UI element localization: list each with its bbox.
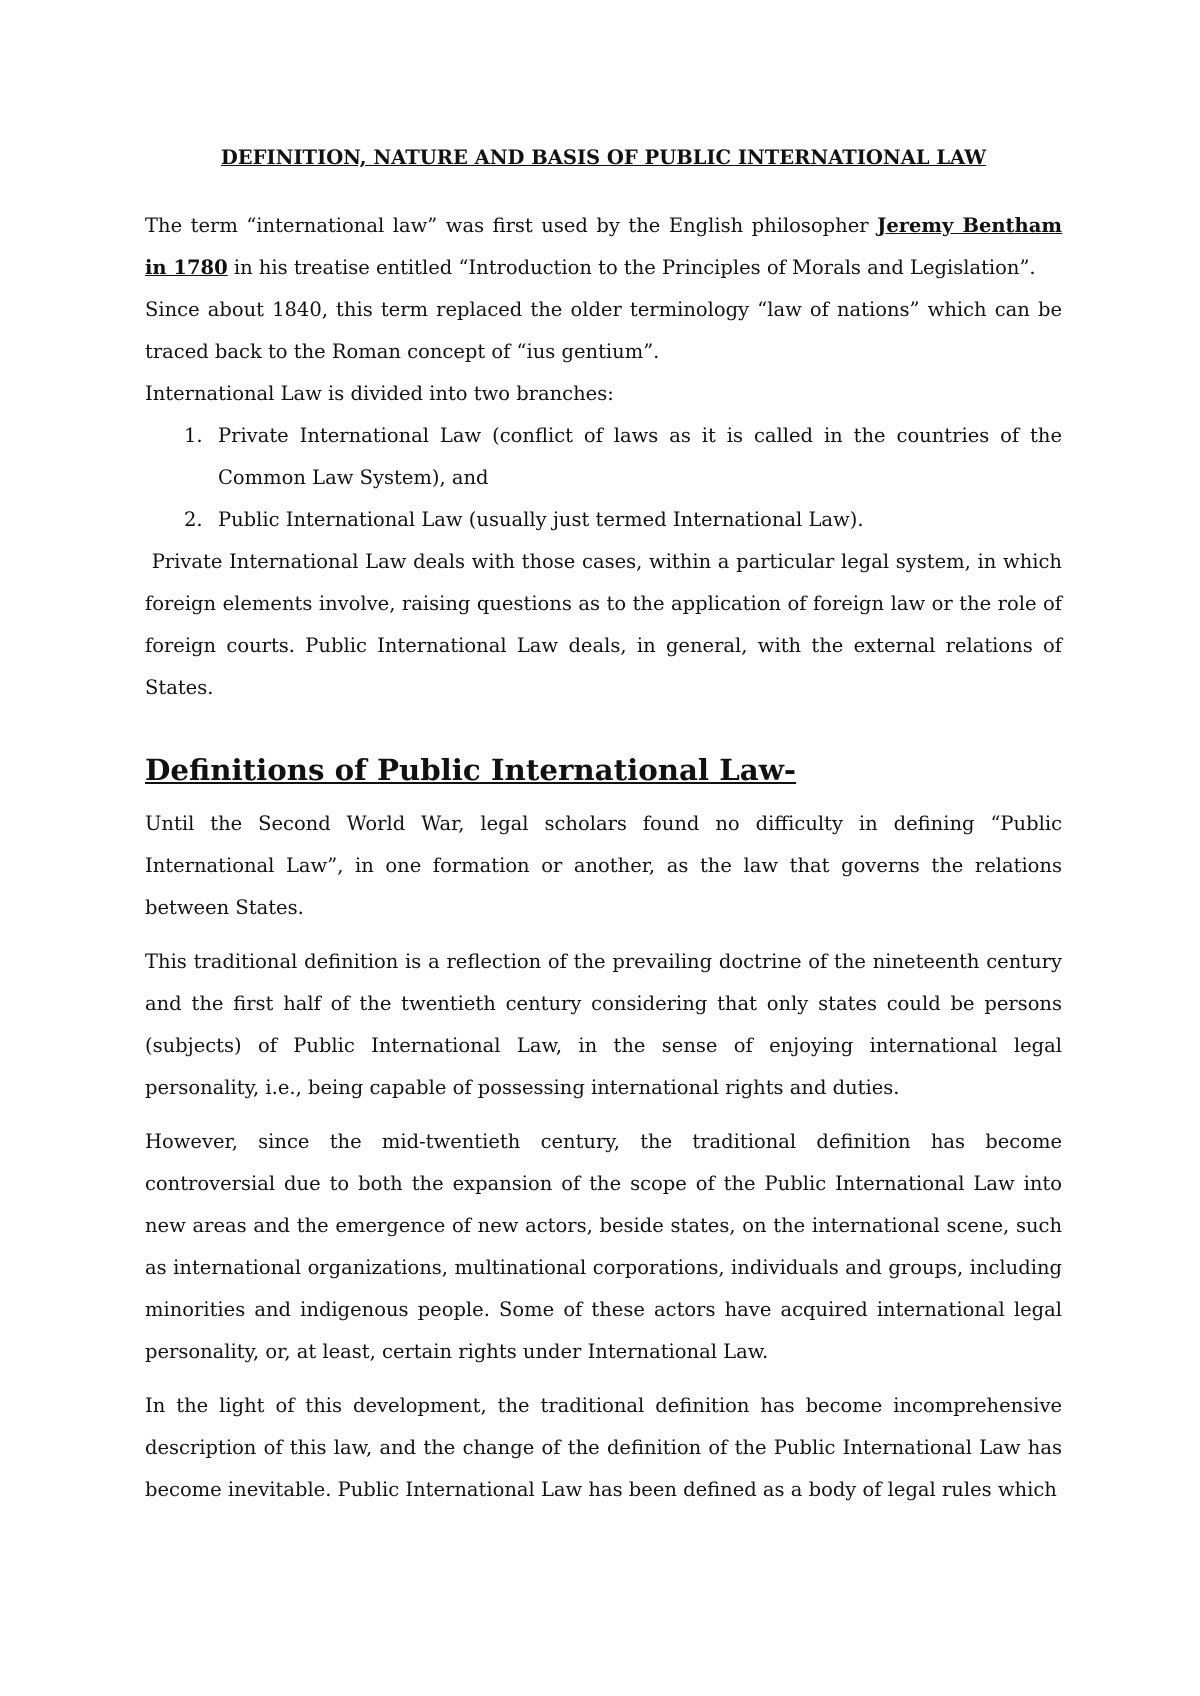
list-item-number: 2. xyxy=(184,508,203,531)
list-item xyxy=(184,499,1062,541)
intro-paragraph-2: Since about 1840, this term replaced the older terminology “law of nations” which can be traced back to the Roman concept of “ius gentium”. xyxy=(145,298,1062,363)
document-body xyxy=(145,137,1069,1511)
intro-paragraph-4: Private International Law deals with those cases, within a particular legal system, in which foreign elements involve, raising questions as to the application of foreign law or the role of foreign courts. Public International Law deals, in general, with the external relations of States. xyxy=(145,550,1069,699)
section-paragraph-4: In the light of this development, the traditional definition has become incomprehensive description of this law, and the change of the definition of the Public International Law has become inevitable. Public International Law has been defined as a body of legal rules which xyxy=(145,1394,1062,1501)
list-item-number: 1. xyxy=(184,424,203,447)
list-item xyxy=(184,415,1062,499)
branches-list xyxy=(145,415,1062,541)
bentham-emphasis: Jeremy Bentham in 1780 xyxy=(145,214,1062,279)
intro-text-after: in his treatise entitled “Introduction to the Principles of Morals and Legislation”. xyxy=(227,256,1036,279)
section-paragraph-1: Until the Second World War, legal scholars found no difficulty in defining “Public International Law”, in one formation or another, as the law that governs the relations between States. xyxy=(145,812,1062,919)
intro-paragraph-1 xyxy=(145,205,1062,289)
document-title: DEFINITION, NATURE AND BASIS OF PUBLIC INTERNATIONAL LAW xyxy=(220,146,987,169)
list-item-text: Public International Law (usually just termed International Law). xyxy=(218,508,864,531)
intro-paragraph-3: International Law is divided into two branches: xyxy=(145,382,614,405)
section-paragraph-3: However, since the mid-twentieth century, the traditional definition has become controversial due to both the expansion of the scope of the Public International Law into new areas and the emergence of new actors, beside states, on the international scene, such as international organizations, multinational corporations, individuals and groups, including minorities and indigenous people. Some of these actors have acquired international legal personality, or, at least, certain rights under International Law. xyxy=(145,1130,1062,1363)
section-heading: Definitions of Public International Law- xyxy=(145,753,797,787)
list-item-text: Private International Law (conflict of laws as it is called in the countries of the Common Law System), and xyxy=(218,424,1062,489)
intro-text-before: The term “international law” was first used by the English philosopher xyxy=(145,214,878,237)
section-paragraph-2: This traditional definition is a reflection of the prevailing doctrine of the nineteenth century and the first half of the twentieth century considering that only states could be persons (subjects) of Public International Law, in the sense of enjoying international legal personality, i.e., being capable of possessing international rights and duties. xyxy=(145,950,1062,1099)
